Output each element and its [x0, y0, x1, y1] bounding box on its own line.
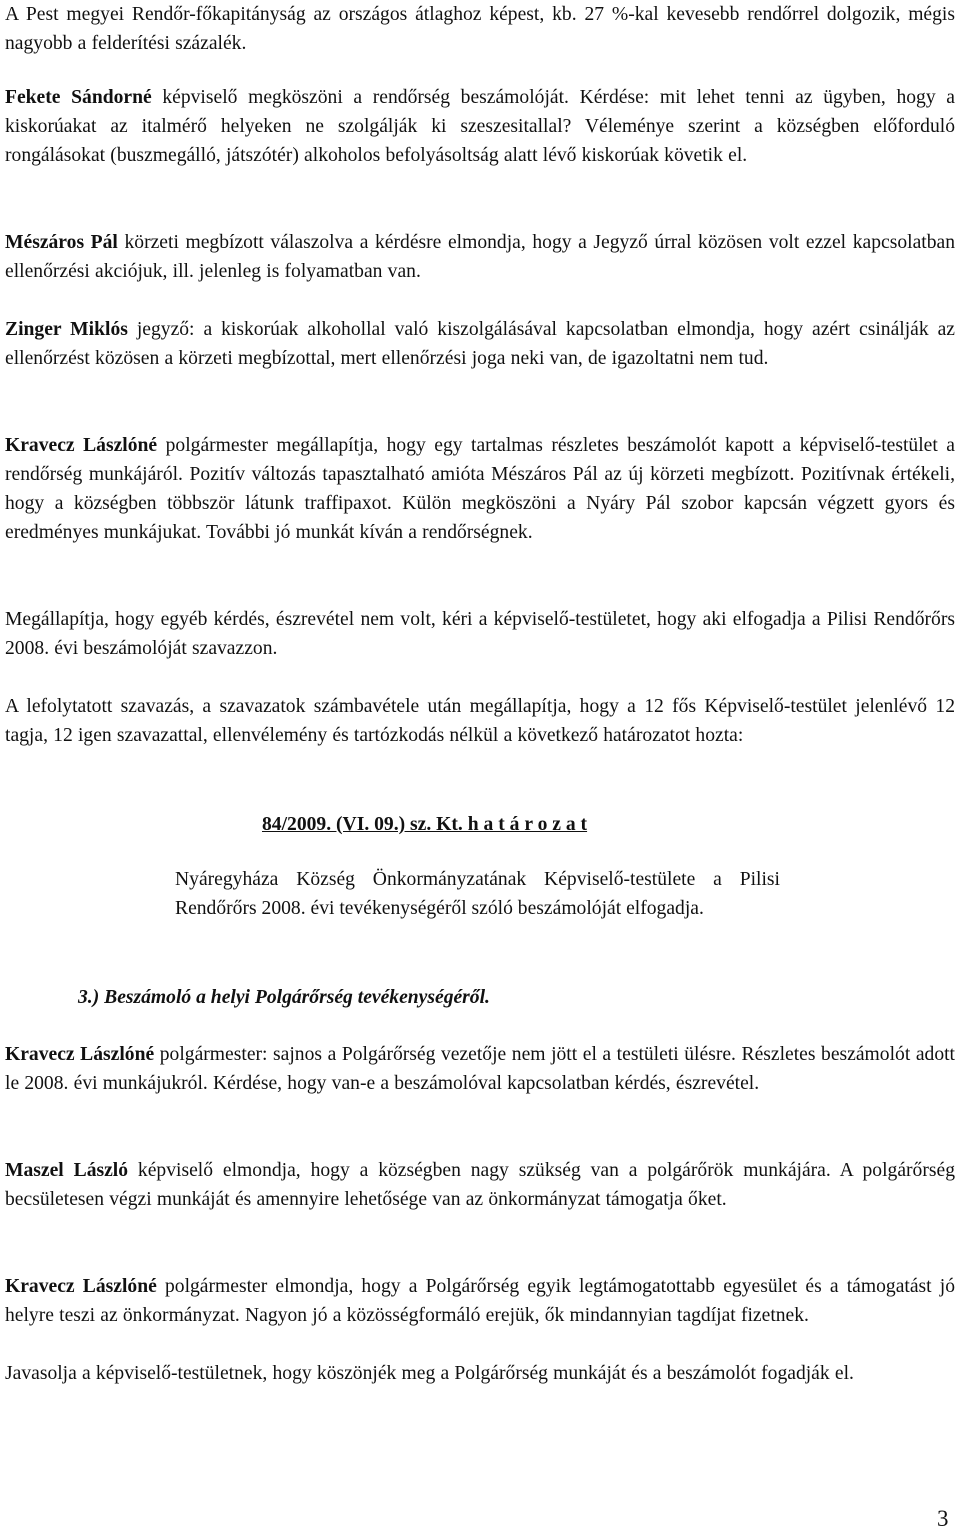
- paragraph-text: képviselő elmondja, hogy a községben nagy szükség van a polgárőrök munkájára. A polgárőrség becsületesen végzi munkáját és amennyire lehetősége van az önkormányzat támogatja őket.: [5, 1160, 956, 1210]
- paragraph-maszel-statement: [5, 1156, 955, 1214]
- resolution-body: Nyáregyháza Község Önkormányzatának Képviselő-testülete a Pilisi Rendőrőrs 2008. évi tevékenységéről szóló beszámolóját elfogadja.: [175, 869, 780, 919]
- paragraph-kravecz-summary: [5, 431, 955, 547]
- paragraph-text: képviselő megköszöni a rendőrség beszámolóját. Kérdése: mit lehet tenni az ügyben, hogy a kiskorúakat az italmérő helyeken ne szolgálják ki szeszesitallal? Véleménye szerint a községben előforduló rongálásokat (buszmegálló, játszótér) alkoholos befolyásoltság alatt lévő kiskorúak követik el.: [5, 87, 955, 166]
- paragraph-kravecz-support: [5, 1272, 955, 1330]
- paragraph-text: A lefolytatott szavazás, a szavazatok számbavétele után megállapítja, hogy a 12 fős Képviselő-testület jelenlévő 12 tagja, 12 igen szavazattal, ellenvélemény és tartózkodás nélkül a következő határozatot hozta:: [5, 696, 955, 746]
- speaker-name: Kravecz Lászlóné: [5, 1276, 157, 1297]
- paragraph-text: polgármester: sajnos a Polgárőrség vezetője nem jött el a testületi ülésre. Részletes beszámolót adott le 2008. évi munkájukról. Kérdése, hogy van-e a beszámolóval kapcsolatban kérdés, észrevétel.: [5, 1044, 956, 1094]
- paragraph-text: jegyző: a kiskorúak alkohollal való kiszolgálásával kapcsolatban elmondja, hogy azért csinálják az ellenőrzést közösen a körzeti megbízottal, mert ellenőrzési joga neki van, de igazoltatni nem tud.: [5, 319, 955, 369]
- paragraph-meszaros-answer: [5, 228, 955, 286]
- paragraph-text: körzeti megbízott válaszolva a kérdésre elmondja, hogy a Jegyző úrral közösen volt ezzel kapcsolatban ellenőrzési akciójuk, ill. jelenleg is folyamatban van.: [5, 232, 956, 282]
- paragraph-text: A Pest megyei Rendőr-főkapitányság az országos átlaghoz képest, kb. 27 %-kal kevesebb rendőrrel dolgozik, mégis nagyobb a felderítési százalék.: [5, 4, 955, 54]
- paragraph-proposal: [5, 1359, 955, 1388]
- speaker-name: Fekete Sándorné: [5, 87, 152, 108]
- paragraph-vote-result: [5, 692, 955, 750]
- section-heading: 3.) Beszámoló a helyi Polgárőrség tevékenységéről.: [78, 987, 490, 1008]
- page-number: 3: [937, 1506, 949, 1531]
- speaker-name: Kravecz Lászlóné: [5, 435, 158, 456]
- paragraph-vote-request: [5, 605, 955, 663]
- paragraph-text: polgármester megállapítja, hogy egy tartalmas részletes beszámolót kapott a képviselő-testület a rendőrség munkájáról. Pozitív változás tapasztalható amióta Mészáros Pál az új körzeti megbízott. Pozitívnak értékeli, hogy a községben többször látunk traffipaxot. Külön megköszöni a Nyáry Pál szobor kapcsán végzett gyors és eredményes munkájukat. További jó munkát kíván a rendőrségnek.: [5, 435, 955, 543]
- paragraph-zinger-statement: [5, 315, 955, 373]
- paragraph-text: polgármester elmondja, hogy a Polgárőrség egyik legtámogatottabb egyesület és a támogatást jó helyre teszi az önkormányzat. Nagyon jó a közösségformáló erejük, ők mindannyian tagdíjat fizetnek.: [5, 1276, 955, 1326]
- speaker-name: Mészáros Pál: [5, 232, 118, 253]
- paragraph-kravecz-polgarorseg: [5, 1040, 955, 1098]
- speaker-name: Kravecz Lászlóné: [5, 1044, 155, 1065]
- paragraph-text: Megállapítja, hogy egyéb kérdés, észrevétel nem volt, kéri a képviselő-testületet, hogy aki elfogadja a Pilisi Rendőrőrs 2008. évi beszámolóját szavazzon.: [5, 609, 955, 659]
- speaker-name: Maszel László: [5, 1160, 129, 1181]
- paragraph-fekete-question: [5, 83, 955, 170]
- speaker-name: Zinger Miklós: [5, 319, 128, 340]
- paragraph-police-statistics: [5, 0, 955, 58]
- resolution-title: 84/2009. (VI. 09.) sz. Kt. h a t á r o z a t: [262, 814, 588, 835]
- paragraph-text: Javasolja a képviselő-testületnek, hogy köszönjék meg a Polgárőrség munkáját és a beszámolót fogadják el.: [5, 1363, 854, 1384]
